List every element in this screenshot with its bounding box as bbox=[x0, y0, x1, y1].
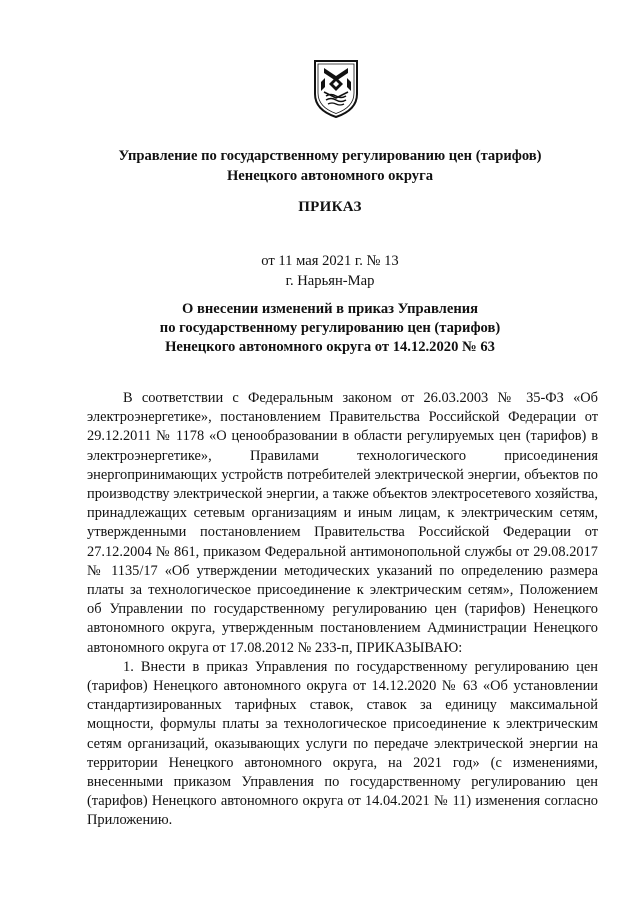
body-paragraph-item-1: 1. Внести в приказ Управления по государственному регулированию цен (тарифов) Ненецкого автономного округа от 14.12.2020 № 63 «Об установлении стандартизированных тарифных ставок, ставок за единицу максимальной мощности, формулы платы за технологическое присоединение к электрическим сетям организаций, оказывающих услуги по передаче электрической энергии на территории Ненецкого автономного округа, на 2021 год» (с изменениями, внесенными приказом Управления по государственному регулированию цен (тарифов) Ненецкого автономного округа от 14.04.2021 № 11) изменения согласно Приложению. bbox=[87, 658, 598, 829]
city: г. Нарьян-Мар bbox=[285, 273, 375, 289]
order-body bbox=[87, 389, 598, 831]
coat-of-arms-icon bbox=[312, 58, 360, 120]
subject-line-3: Ненецкого автономного округа от 14.12.2020 № 63 bbox=[165, 339, 495, 355]
authority-line-1: Управление по государственному регулированию цен (тарифов) bbox=[118, 148, 542, 164]
subject-line-2: по государственному регулированию цен (тарифов) bbox=[159, 320, 501, 336]
order-date-number: от 11 мая 2021 г. № 13 bbox=[261, 253, 399, 269]
date-and-place bbox=[60, 251, 600, 291]
body-paragraph-preamble: В соответствии с Федеральным законом от 26.03.2003 № 35-ФЗ «Об электроэнергетике», постановлением Правительства Российской Федерации от 29.12.2011 № 1178 «О ценообразовании в области регулируемых цен (тарифов) в электроэнергетике», Правилами технологического присоединения энергопринимающих устройств потребителей электрической энергии, объектов по производству электрической энергии, а также объектов электросетевого хозяйства, принадлежащих сетевым организациям и иным лицам, к электрическим сетям, утвержденными постановлением Правительства Российской Федерации от 27.12.2004 № 861, приказом Федеральной антимонопольной службы от 29.08.2017 № 1135/17 «Об утверждении методических указаний по определению размера платы за технологическое присоединение к электрическим сетям», Положением об Управлении по государственному регулированию цен (тарифов) Ненецкого автономного округа, утвержденным постановлением Администрации Ненецкого автономного округа от 17.08.2012 № 233-п, ПРИКАЗЫВАЮ: bbox=[87, 390, 598, 656]
document-type: ПРИКАЗ bbox=[298, 199, 362, 215]
issuing-authority bbox=[60, 146, 600, 186]
subject-line-1: О внесении изменений в приказ Управления bbox=[181, 301, 479, 317]
authority-line-2: Ненецкого автономного округа bbox=[226, 168, 434, 184]
order-subject bbox=[60, 300, 600, 357]
